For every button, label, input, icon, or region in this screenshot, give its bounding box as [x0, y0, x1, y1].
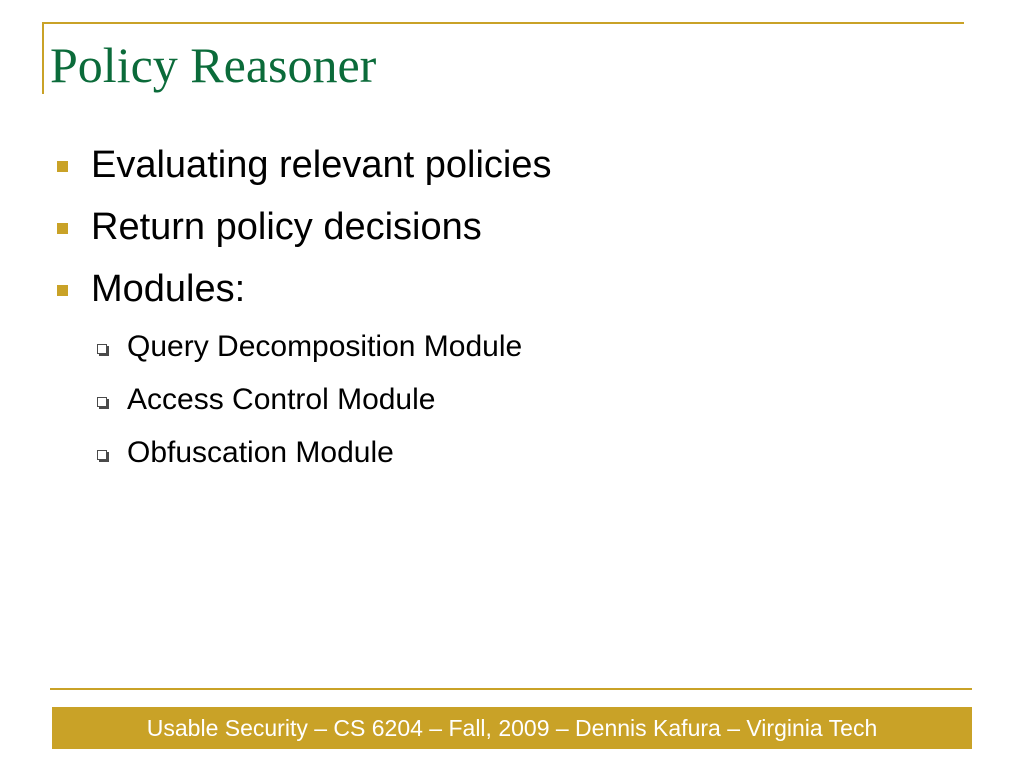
sub-bullet-group — [55, 329, 552, 488]
footer-bar — [52, 707, 972, 749]
filled-square-bullet-icon — [57, 223, 68, 234]
sub-bullet-item — [55, 329, 552, 382]
title-frame-left-line — [42, 22, 44, 94]
sub-bullet-text: Obfuscation Module — [127, 436, 394, 469]
sub-bullet-item — [55, 382, 552, 435]
title-frame-top-line — [42, 22, 964, 24]
bullet-item — [55, 143, 552, 205]
bullet-text: Evaluating relevant policies — [91, 144, 552, 186]
bullet-list — [55, 143, 552, 488]
hollow-square-bullet-icon — [97, 344, 107, 354]
sub-bullet-item — [55, 435, 552, 488]
footer-text: Usable Security – CS 6204 – Fall, 2009 – Dennis Kafura – Virginia Tech — [146, 714, 878, 741]
bullet-text: Modules: — [91, 268, 246, 310]
bullet-item — [55, 205, 552, 267]
hollow-square-bullet-icon — [97, 450, 107, 460]
slide-title: Policy Reasoner — [50, 37, 377, 93]
bullet-item — [55, 267, 552, 329]
sub-bullet-list — [55, 329, 552, 488]
bullet-text: Return policy decisions — [91, 206, 482, 248]
hollow-square-bullet-icon — [97, 397, 107, 407]
footer-divider — [50, 688, 972, 690]
sub-bullet-text: Query Decomposition Module — [127, 330, 523, 363]
filled-square-bullet-icon — [57, 285, 68, 296]
filled-square-bullet-icon — [57, 161, 68, 172]
sub-bullet-text: Access Control Module — [127, 383, 436, 416]
